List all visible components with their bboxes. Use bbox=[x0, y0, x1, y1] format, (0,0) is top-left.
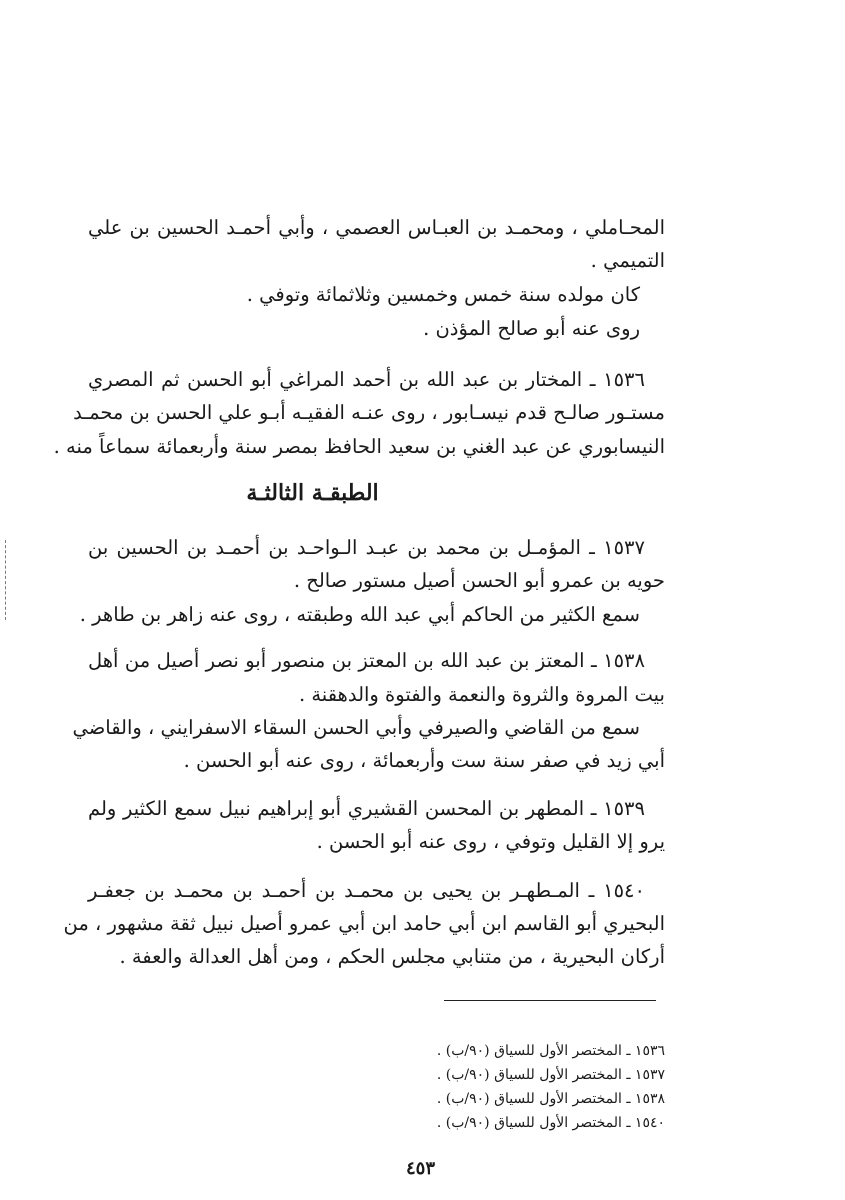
entry-1539-line-2: يرو إلا القليل وتوفي ، روى عنه أبو الحسن . bbox=[316, 830, 665, 853]
entry-1538-line-3: سمع من القاضي والصيرفي وأبي الحسن السقاء الاسفرايني ، والقاضي bbox=[72, 716, 640, 739]
entry-1537-line-2: حويه بن عمرو أبو الحسن أصيل مستور صالح . bbox=[293, 569, 665, 592]
entry-1535-line-1: المحـاملي ، ومحمـد بن العبـاس العصمي ، وأبي أحمـد الحسين بن علي bbox=[88, 216, 665, 239]
footnote-1537: ١٥٣٧ ـ المختصر الأول للسياق (٩٠/ب) . bbox=[436, 1067, 665, 1083]
footnote-1540: ١٥٤٠ ـ المختصر الأول للسياق (٩٠/ب) . bbox=[436, 1115, 665, 1131]
entry-1535-line-2: التميمي . bbox=[590, 249, 665, 272]
footnote-1538: ١٥٣٨ ـ المختصر الأول للسياق (٩٠/ب) . bbox=[436, 1091, 665, 1107]
entry-1535-narrator-line: روى عنه أبو صالح المؤذن . bbox=[423, 317, 640, 340]
page-number: ٤٥٣ bbox=[405, 1158, 435, 1179]
entry-1540-line-2: البحيري أبو القاسم ابن أبي حامد ابن أبي عمرو أصيل نبيل ثقة مشهور ، من bbox=[63, 912, 665, 935]
entry-1537-line-3: سمع الكثير من الحاكم أبي عبد الله وطبقته ، روى عنه زاهر بن طاهر . bbox=[79, 603, 640, 626]
entry-1540-line-3: أركان البحيرية ، من متنابي مجلس الحكم ، ومن أهل العدالة والعفة . bbox=[119, 945, 665, 968]
entry-1540-line-1: ١٥٤٠ ـ المـطهـر بن يحيى بن محمـد بن أحمـد بن محمـد بن جعفـر bbox=[88, 879, 645, 902]
entry-1537-line-1: ١٥٣٧ ـ المؤمـل بن محمد بن عبـد الـواحـد بن أحمـد بن الحسين بن bbox=[88, 536, 645, 559]
entry-1538-line-2: بيت المروة والثروة والنعمة والفتوة والدهقنة . bbox=[298, 683, 665, 706]
entry-1535-birth-line: كان مولده سنة خمس وخمسين وثلاثمائة وتوفي . bbox=[246, 283, 640, 306]
entry-1536-line-1: ١٥٣٦ ـ المختار بن عبد الله بن أحمد المراغي أبو الحسن ثم المصري bbox=[88, 368, 645, 391]
footnote-separator bbox=[444, 1000, 656, 1001]
margin-scan-mark bbox=[5, 540, 8, 620]
entry-1538-line-4: أبي زيد في صفر سنة ست وأربعمائة ، روى عنه أبو الحسن . bbox=[183, 749, 665, 772]
entry-1539-line-1: ١٥٣٩ ـ المطهر بن المحسن القشيري أبو إبراهيم نبيل سمع الكثير ولم bbox=[88, 797, 645, 820]
entry-1536-line-2: مستـور صالـح قدم نيسـابور ، روى عنـه الفقيـه أبـو علي الحسن بن محمـد bbox=[73, 401, 665, 424]
entry-1538-line-1: ١٥٣٨ ـ المعتز بن عبد الله بن المعتز بن منصور أبو نصر أصيل من أهل bbox=[88, 649, 645, 672]
footnote-1536: ١٥٣٦ ـ المختصر الأول للسياق (٩٠/ب) . bbox=[436, 1043, 665, 1059]
section-heading: الطبقـة الثالثـة bbox=[246, 480, 379, 506]
entry-1536-line-3: النيسابوري عن عبد الغني بن سعيد الحافظ بمصر سنة وأربعمائة سماعاً منه . bbox=[53, 435, 665, 458]
